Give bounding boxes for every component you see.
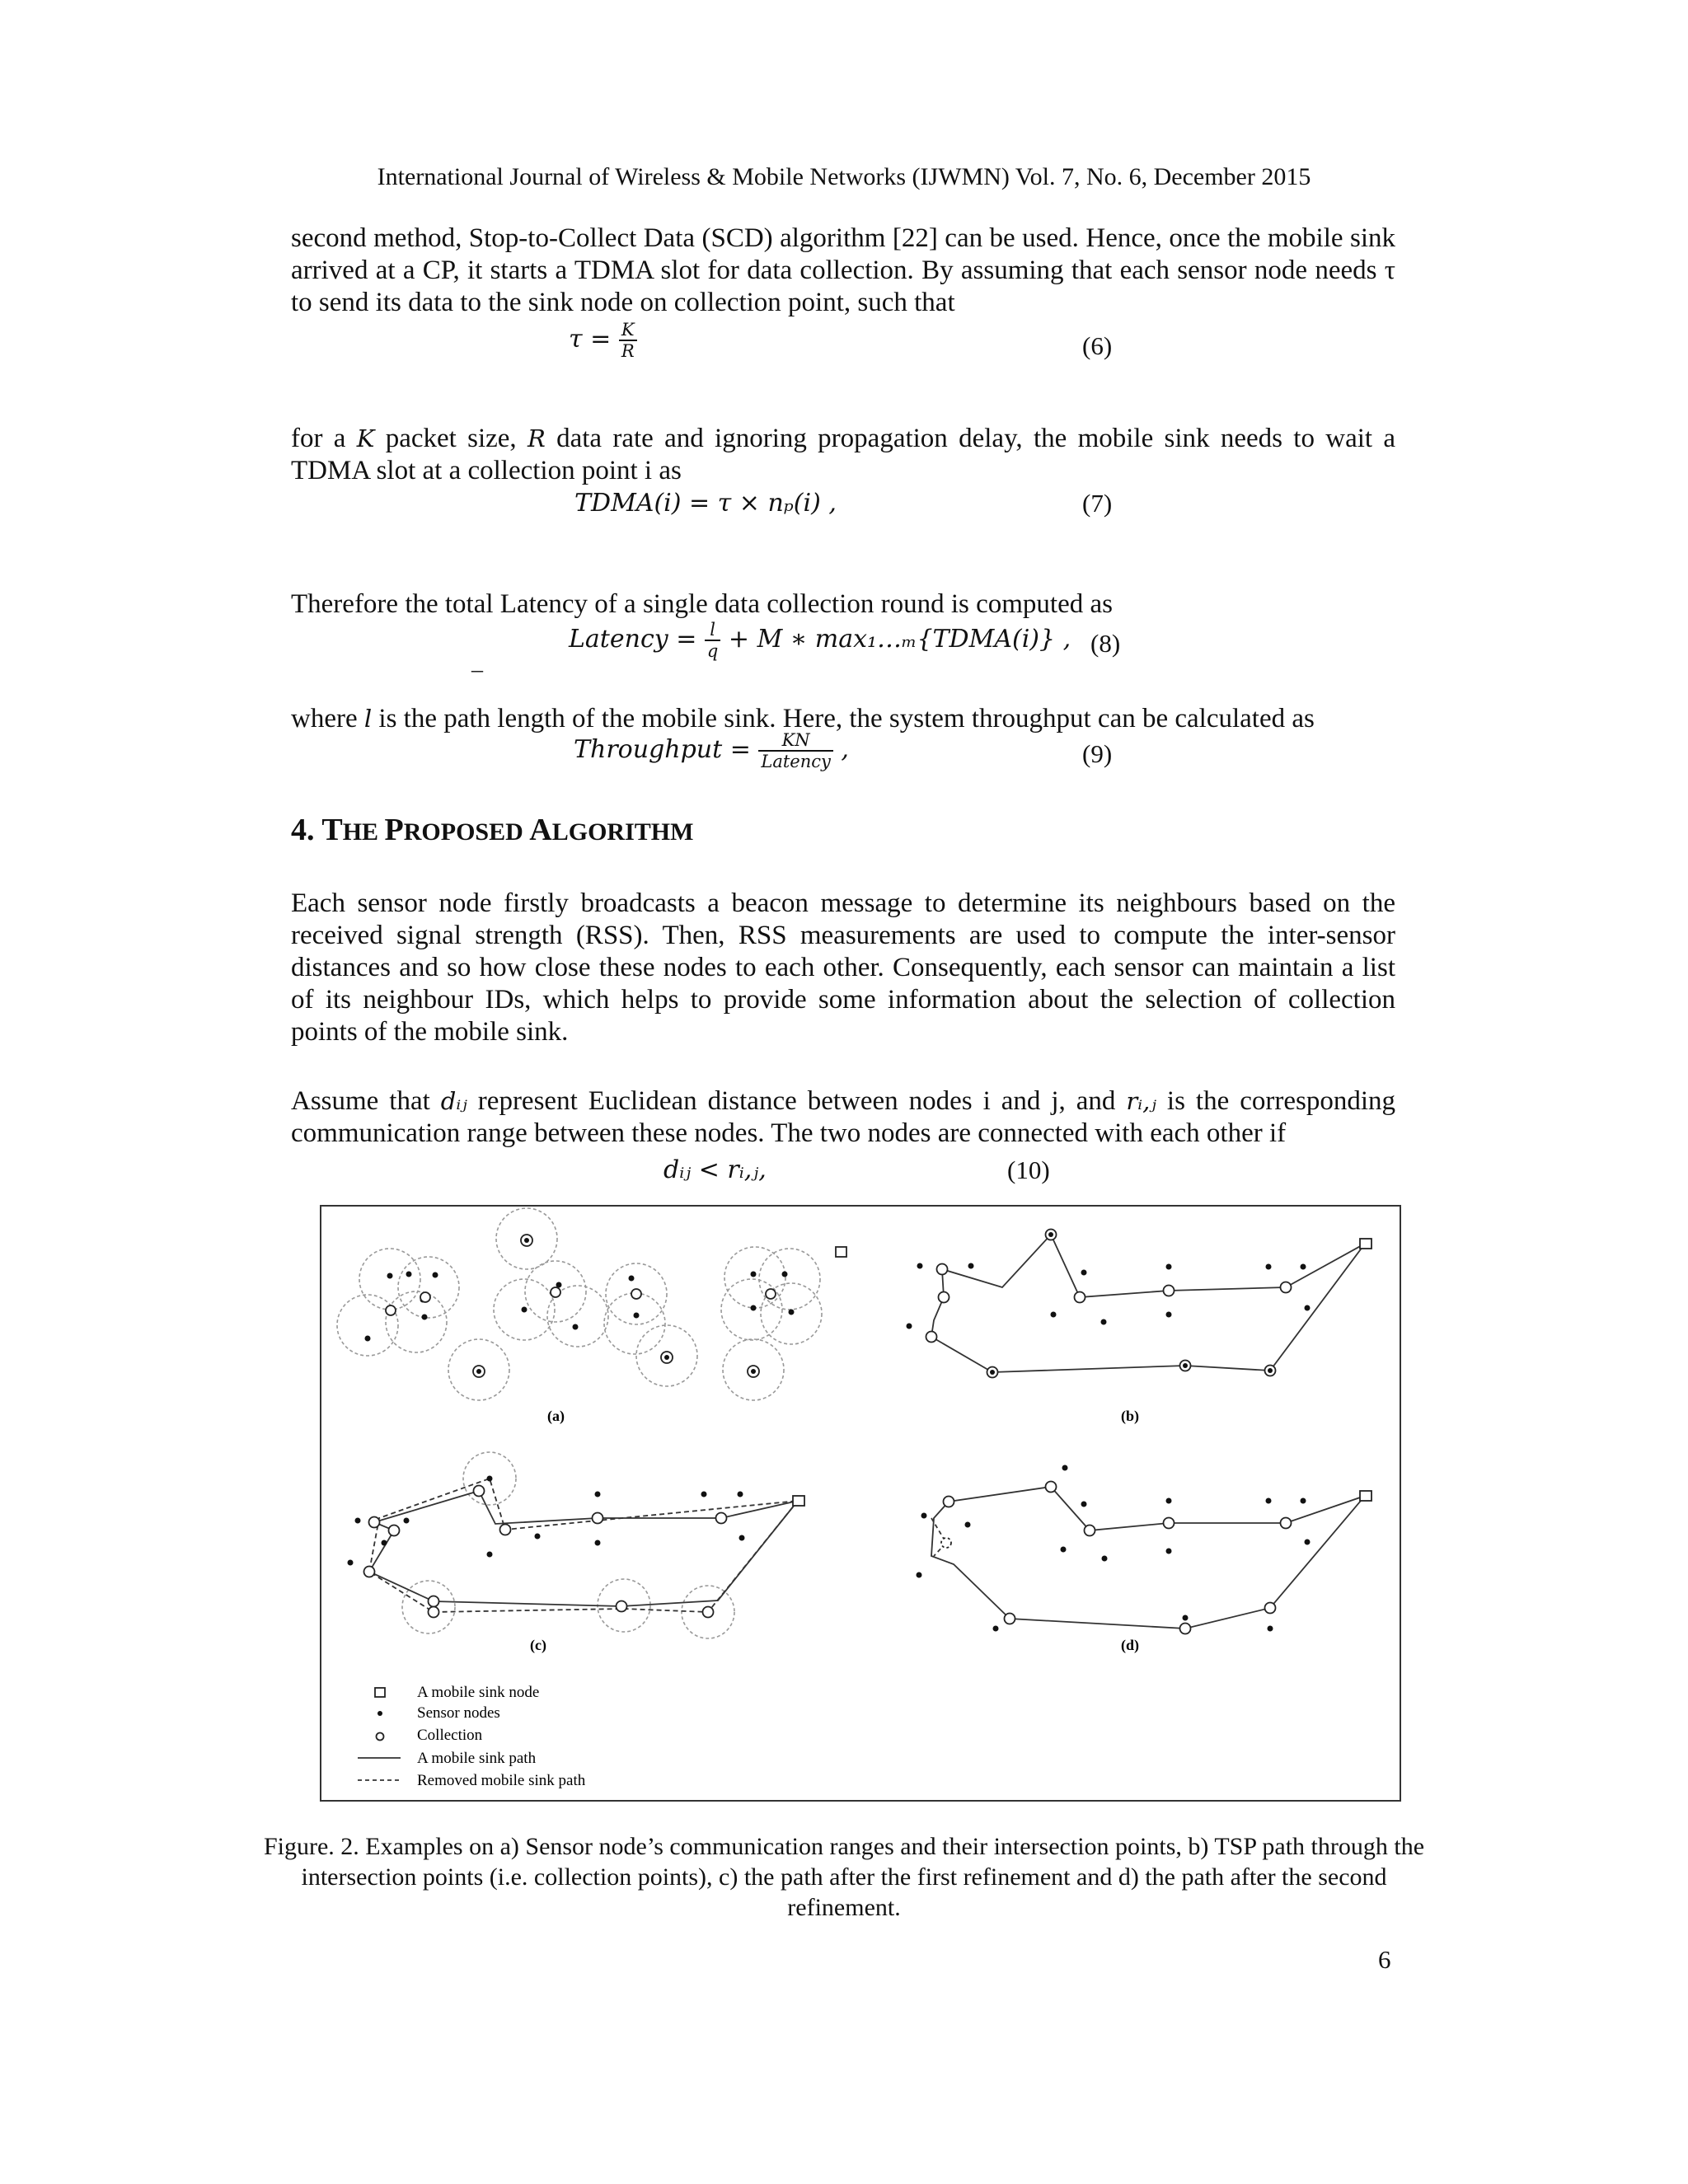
sensor-node [382, 1540, 387, 1546]
sensor-node [535, 1534, 541, 1540]
sensor-node [365, 1336, 371, 1342]
collection-point [1046, 1482, 1057, 1493]
collection-point [593, 1513, 603, 1524]
collection-center [1268, 1368, 1273, 1373]
equation-7: TDMA(i) = τ × nₚ(i) , [574, 489, 837, 518]
sensor-node [1102, 1556, 1108, 1562]
collection-center [751, 1369, 756, 1374]
paragraph-latency: Therefore the total Latency of a single data collection round is computed as [291, 589, 1113, 619]
equation-6: τ = $\frac{K}{R}$ [569, 320, 637, 361]
panel-b [907, 1230, 1372, 1378]
legend-collection-label: Collection [417, 1727, 483, 1744]
range-circle [337, 1295, 398, 1356]
journal-header: International Journal of Wireless & Mobile Networks (IJWMN) Vol. 7, No. 6, December 2015 [377, 163, 1311, 190]
collection-center [664, 1355, 669, 1360]
sensor-node [907, 1324, 912, 1329]
collection-point [474, 1486, 485, 1497]
collection-point [766, 1289, 776, 1299]
sensor-node [1062, 1465, 1068, 1471]
sensor-node [751, 1305, 757, 1311]
panel-d [917, 1465, 1372, 1634]
collection-point [617, 1601, 627, 1612]
panel-a-label: (a) [547, 1408, 565, 1424]
range-circle [402, 1581, 455, 1633]
panel-b-label: (b) [1121, 1408, 1139, 1424]
collection-center [1048, 1232, 1053, 1237]
sensor-node [1061, 1547, 1067, 1553]
section-heading: 4. THE PROPOSED ALGORITHM [291, 813, 694, 847]
collection-point [1005, 1614, 1015, 1624]
mobile-sink-path-d [931, 1487, 1365, 1629]
sensor-node [348, 1560, 354, 1566]
collection-point [1164, 1518, 1175, 1529]
panel-d-label: (d) [1121, 1637, 1139, 1653]
panel-a-nodes [365, 1238, 795, 1375]
sensor-node [404, 1518, 410, 1524]
collection-point [389, 1526, 400, 1536]
collection-center [1183, 1363, 1188, 1368]
sensor-node [634, 1313, 640, 1319]
paragraph-scd: second method, Stop-to-Collect Data (SCD) algorithm [22] can be used. Hence, once the mobile sink arrived at a CP, it starts a TDMA slot for data collection. By assuming that each sensor node needs τ to send its data to the sink node on collection point, such that [291, 223, 1395, 317]
sensor-node [1305, 1540, 1311, 1545]
sensor-node [595, 1492, 601, 1497]
figure-2 [320, 1205, 1401, 1803]
sensor-node [1101, 1319, 1107, 1325]
range-circle [398, 1257, 459, 1318]
collection-point [551, 1287, 560, 1297]
sensor-node [917, 1572, 922, 1578]
removed-collection-point [941, 1538, 951, 1548]
panel-c [348, 1452, 805, 1638]
collection-center [524, 1238, 529, 1243]
collection-point [716, 1513, 727, 1524]
collection-point [1265, 1603, 1276, 1614]
mobile-sink-path-c [369, 1491, 798, 1606]
collection-point [500, 1525, 511, 1535]
legend-collection-icon [377, 1733, 384, 1741]
mobile-sink-node-d [1360, 1491, 1372, 1501]
range-circle [759, 1249, 820, 1310]
mobile-sink-path-b [931, 1235, 1365, 1372]
mobile-sink-node-b [1360, 1239, 1372, 1249]
sensor-node [1305, 1305, 1311, 1311]
equation-10-number: (10) [1007, 1155, 1050, 1184]
equation-9: Throughput = $\frac{KN}{\text{Latency}}$ , [574, 730, 849, 771]
paragraph-euclidean: Assume that dᵢⱼ represent Euclidean distance between nodes i and j, and rᵢ,ⱼ is the corresponding communication range between these nodes. The two nodes are connected with each other if [291, 1086, 1395, 1148]
sensor-node [782, 1272, 788, 1277]
paragraph-throughput: where l is the path length of the mobile sink. Here, the system throughput can be calculated as [291, 704, 1315, 733]
sensor-node [629, 1276, 635, 1282]
collection-point [944, 1497, 954, 1507]
collection-point [703, 1607, 714, 1618]
sensor-node [1166, 1498, 1172, 1504]
sensor-node [1183, 1615, 1189, 1621]
collection-point [1085, 1526, 1095, 1536]
collection-point [364, 1567, 375, 1577]
figure-caption: Figure. 2. Examples on a) Sensor node’s communication ranges and their intersection points, b) TSP path through the intersection points (i.e. collection points), c) the path after the first refinement and d) the path after the second refinement. [263, 1833, 1425, 1921]
equation-7-number: (7) [1082, 489, 1113, 518]
equation-9-number: (9) [1082, 739, 1113, 768]
collection-point [926, 1332, 937, 1343]
sensor-node [738, 1492, 743, 1497]
sensor-node [1266, 1498, 1272, 1504]
sensor-node [739, 1535, 745, 1541]
collection-point [420, 1292, 430, 1302]
legend [358, 1684, 586, 1789]
range-circle [724, 1247, 785, 1308]
collection-point [369, 1517, 380, 1528]
sensor-node [487, 1476, 493, 1482]
sensor-node [1081, 1502, 1087, 1507]
panel-c-label: (c) [530, 1637, 546, 1653]
legend-sensor-icon [377, 1711, 382, 1716]
sensor-node [965, 1522, 971, 1528]
sensor-node [595, 1540, 601, 1546]
collection-point [1281, 1282, 1292, 1293]
equation-10: dᵢⱼ < rᵢ,ⱼ, [663, 1155, 767, 1184]
sensor-node [1166, 1549, 1172, 1554]
sensor-node [355, 1518, 361, 1524]
panel-a-collection [386, 1235, 776, 1377]
collection-point [1164, 1286, 1175, 1296]
sensor-node [422, 1315, 428, 1320]
sensor-node [1051, 1312, 1057, 1318]
collection-point [939, 1292, 950, 1303]
sensor-node [1268, 1626, 1273, 1632]
equation-6-number: (6) [1082, 331, 1113, 360]
collection-point [631, 1289, 641, 1299]
sensor-node [789, 1310, 795, 1315]
legend-removed-path-label: Removed mobile sink path [417, 1772, 586, 1789]
mobile-sink-node-c [793, 1496, 804, 1506]
panel-a-collection-dots [476, 1238, 756, 1374]
mobile-sink-node-a [836, 1247, 846, 1257]
removed-mobile-sink-path-c [369, 1479, 798, 1612]
collection-point [429, 1607, 439, 1618]
sensor-node [1166, 1264, 1172, 1270]
sensor-node [406, 1272, 412, 1277]
sensor-node [968, 1263, 974, 1269]
legend-sensor-label: Sensor nodes [417, 1704, 500, 1722]
collection-point [1075, 1292, 1085, 1303]
sensor-node [917, 1263, 923, 1269]
sensor-node [993, 1626, 999, 1632]
collection-point [386, 1305, 396, 1315]
equation-8-number: (8) [1090, 629, 1121, 658]
legend-path-label: A mobile sink path [417, 1750, 537, 1767]
sensor-node [751, 1272, 757, 1277]
collection-point [1180, 1624, 1191, 1634]
sensor-node [573, 1324, 579, 1330]
legend-sink-icon [375, 1688, 385, 1697]
sensor-node [522, 1307, 528, 1313]
page-number: 6 [1378, 1945, 1391, 1974]
collection-point [1281, 1518, 1292, 1529]
paragraph-beacon: Each sensor node firstly broadcasts a beacon message to determine its neighbours based on the received signal strength (RSS). Then, RSS measurements are used to compute the inter-sensor distances and so how close these nodes to each other. Consequently, each sensor can maintain a list of its neighbour IDs, which helps to provide some information about the selection of collection points of the mobile sink. [291, 888, 1395, 1047]
paragraph-tdma: for a K packet size, R data rate and ignoring propagation delay, the mobile sink needs to wait a TDMA slot at a collection point i as [291, 424, 1395, 485]
sensor-node [387, 1273, 393, 1279]
stray-mark: _ [471, 649, 483, 675]
sensor-node [921, 1513, 927, 1519]
collection-point [937, 1264, 948, 1275]
sensor-node [1166, 1312, 1172, 1318]
collection-center [990, 1370, 995, 1375]
range-circle [604, 1293, 665, 1354]
range-circle [359, 1249, 420, 1310]
sensor-node [701, 1492, 707, 1497]
legend-sink-label: A mobile sink node [417, 1684, 540, 1701]
range-circle [386, 1291, 447, 1352]
sensor-node [1081, 1270, 1087, 1276]
collection-center [476, 1369, 481, 1374]
sensor-node [487, 1552, 493, 1558]
sensor-node [1266, 1264, 1272, 1270]
collection-point [429, 1596, 439, 1607]
equation-8: Latency = $\frac{l}{q}$ + M ∗ max₁…ₘ{TDMA(i)} , [569, 620, 1071, 661]
sensor-node [1301, 1264, 1306, 1270]
sensor-node [433, 1272, 438, 1278]
sensor-node [1301, 1498, 1306, 1504]
